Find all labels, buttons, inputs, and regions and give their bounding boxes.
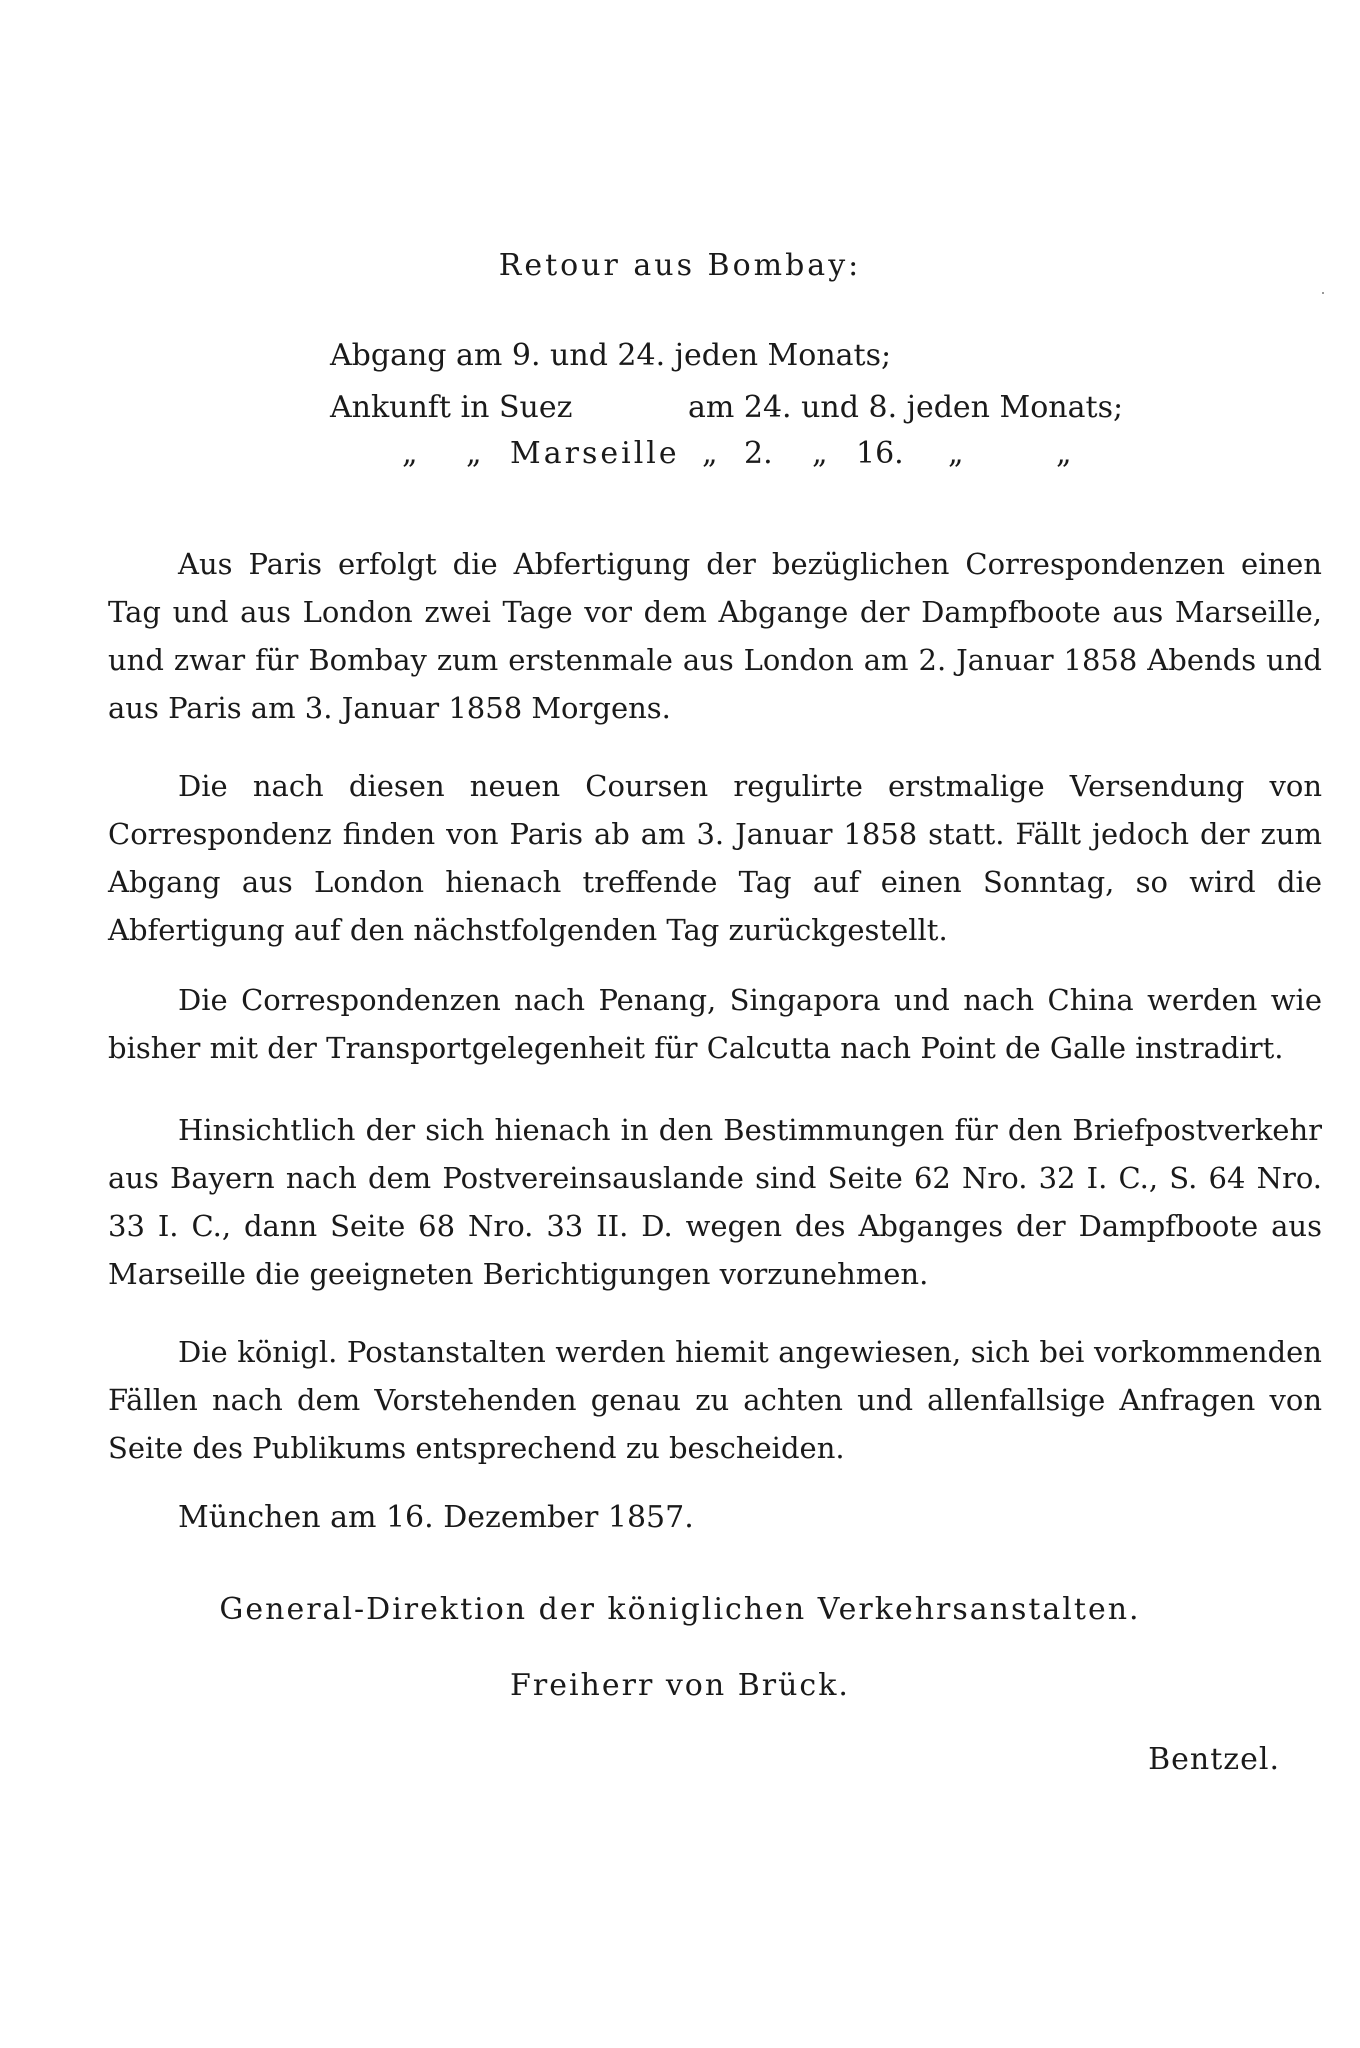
ditto-mark: „ (1056, 436, 1072, 471)
schedule-day-first: 2. (744, 436, 773, 471)
co-signatory: Bentzel. (1148, 1742, 1280, 1777)
schedule-day-second: 16. (856, 436, 904, 471)
speck-mark (1322, 292, 1324, 294)
paragraph-first-dispatch: Die nach diesen neuen Coursen regulirte erstmalige Versendung von Correspondenz finden von Paris ab am 3. Januar 1858 statt. Fällt jedoch der zum Abgang aus London hienach treffende Tag auf einen Sonntag, so wird die Abfertigung auf den nächstfolgenden Tag zurückgestellt. (108, 769, 1322, 947)
paragraph-dispatch-times: Aus Paris erfolgt die Abfertigung der bezüglichen Correspondenzen einen Tag und aus London zwei Tage vor dem Abgange der Dampfboote aus Marseille, und zwar für Bombay zum erstenmale aus London am 2. Januar 1858 Abends und aus Paris am 3. Januar 1858 Morgens. (108, 547, 1322, 725)
schedule-departure-text: Abgang am 9. und 24. jeden Monats; (330, 338, 892, 373)
schedule-arrival-label: Ankunft in Suez (330, 390, 573, 425)
date-line: München am 16. Dezember 1857. (178, 1500, 694, 1535)
ditto-mark: „ (402, 436, 418, 471)
signatory: Freiherr von Brück. (510, 1668, 850, 1703)
schedule-place-marseille: Marseille (510, 436, 680, 471)
paragraph-corrections: Hinsichtlich der sich hienach in den Bestimmungen für den Briefpostverkehr aus Bayern nach dem Postvereinsauslande sind Seite 62 Nro. 32 I. C., S. 64 Nro. 33 I. C., dann Seite 68 Nro. 33 II. D. wegen des Abganges der Dampfboote aus Marseille die geeigneten Berichtigungen vorzunehmen. (108, 1113, 1322, 1291)
ditto-mark: „ (948, 436, 964, 471)
issuing-authority: General-Direktion der königlichen Verkehrsanstalten. (219, 1592, 1141, 1627)
ditto-mark: „ (466, 436, 482, 471)
ditto-mark: „ (812, 436, 828, 471)
paragraph-penang-china: Die Correspondenzen nach Penang, Singapora und nach China werden wie bisher mit der Transportgelegenheit für Calcutta nach Point de Galle instradirt. (108, 983, 1322, 1065)
paragraph-instructions: Die königl. Postanstalten werden hiemit angewiesen, sich bei vorkommenden Fällen nach dem Vorstehenden genau zu achten und allenfallsige Anfragen von Seite des Publikums entsprechend zu bescheiden. (108, 1335, 1322, 1465)
section-heading: Retour aus Bombay: (498, 248, 862, 283)
schedule-arrival-value: am 24. und 8. jeden Monats; (688, 390, 1124, 425)
ditto-mark: „ (702, 436, 718, 471)
